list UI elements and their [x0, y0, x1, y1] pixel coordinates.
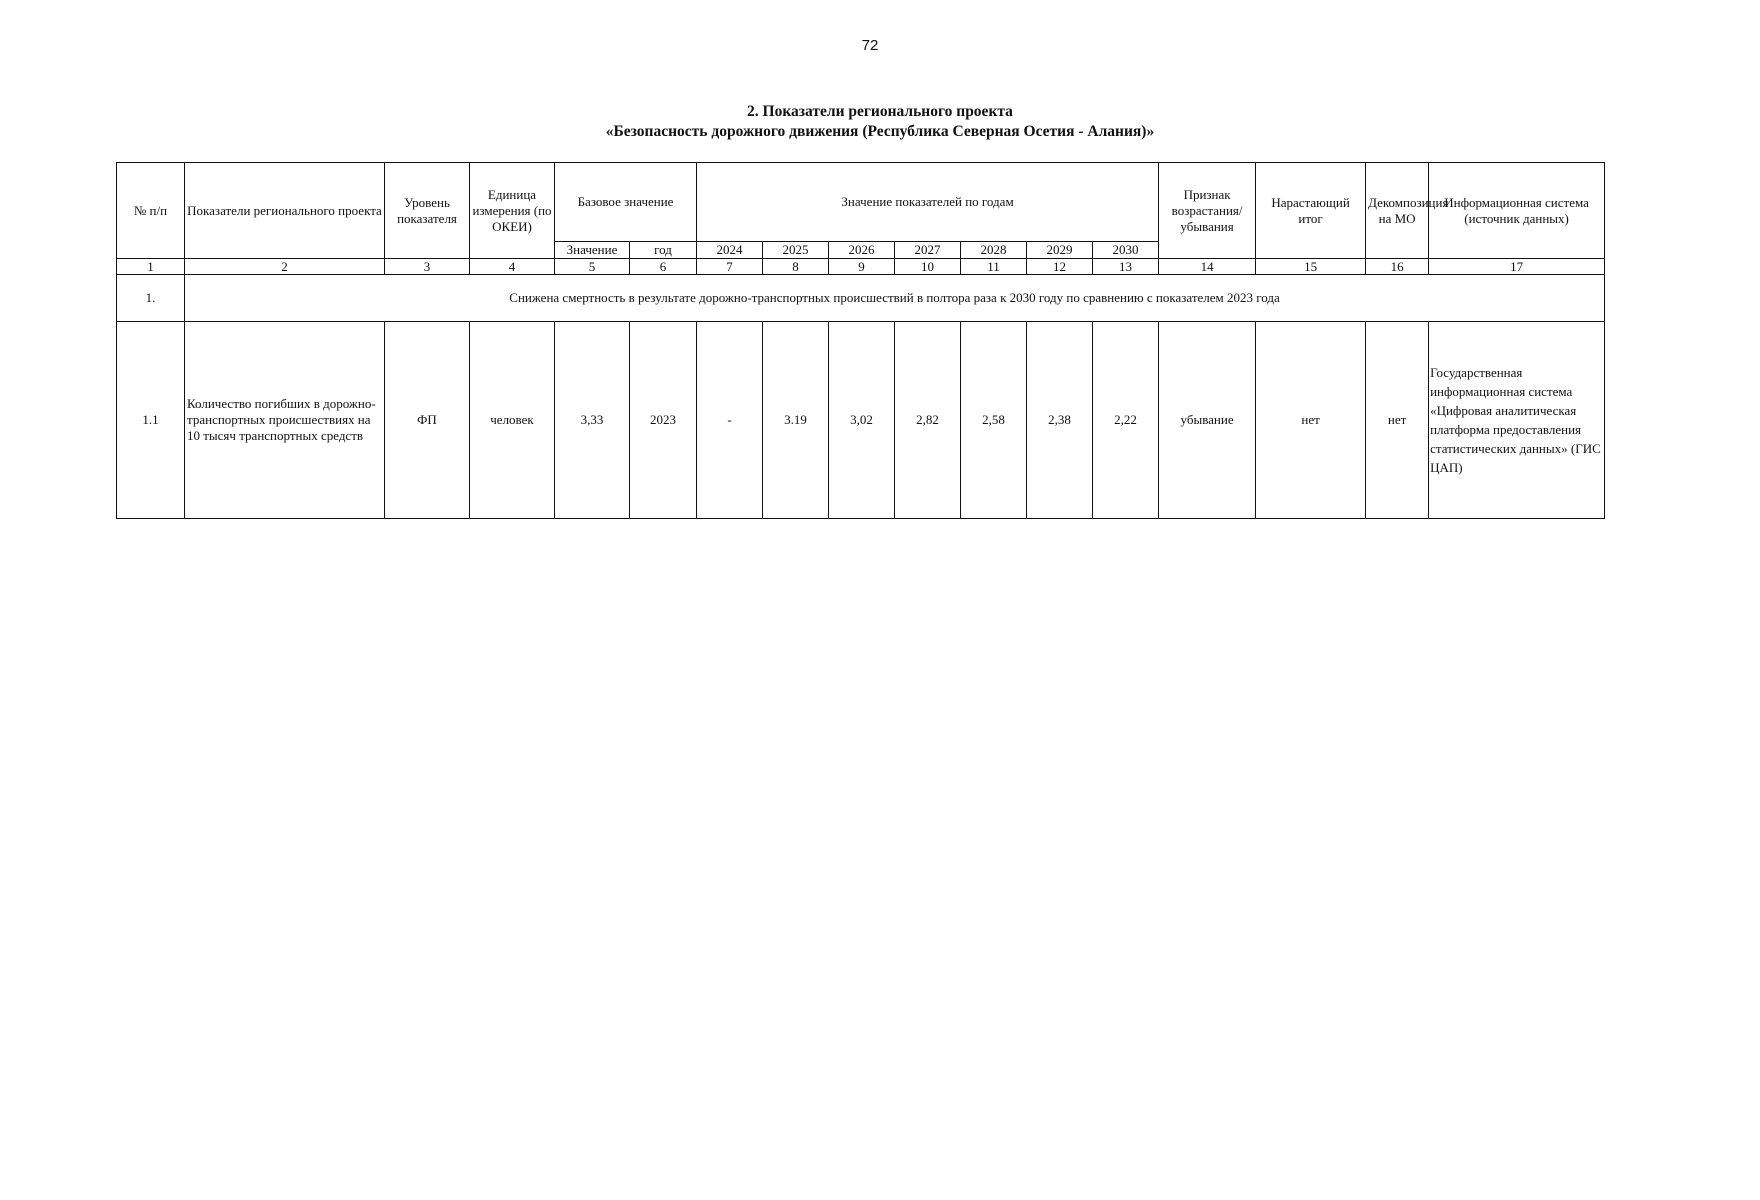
header-by-years: Значение показателей по годам: [697, 163, 1159, 242]
header-year: 2024: [697, 242, 763, 259]
column-number: 4: [470, 259, 555, 275]
row-base-year: 2023: [630, 322, 697, 519]
header-year: 2028: [961, 242, 1027, 259]
header-year: 2030: [1093, 242, 1159, 259]
row-trend: убывание: [1159, 322, 1256, 519]
header-year: 2026: [829, 242, 895, 259]
header-year: 2029: [1027, 242, 1093, 259]
column-number: 1: [117, 259, 185, 275]
row-value-2027: 2,82: [895, 322, 961, 519]
column-number: 14: [1159, 259, 1256, 275]
header-base: Базовое значение: [555, 163, 697, 242]
row-level: ФП: [385, 322, 470, 519]
header-info-system: Информационная система (источник данных): [1429, 163, 1605, 259]
column-number: 8: [763, 259, 829, 275]
header-cumulative: Нарастающий итог: [1256, 163, 1366, 259]
column-number: 7: [697, 259, 763, 275]
column-number: 15: [1256, 259, 1366, 275]
column-number: 12: [1027, 259, 1093, 275]
title-line-1: 2. Показатели регионального проекта: [747, 103, 1013, 120]
column-number: 16: [1366, 259, 1429, 275]
row-value-2024: -: [697, 322, 763, 519]
header-year: 2027: [895, 242, 961, 259]
row-base-value: 3,33: [555, 322, 630, 519]
indicators-table: [116, 162, 1605, 519]
goal-text: Снижена смертность в результате дорожно-транспортных происшествий в полтора раза к 2030 году по сравнению с показателем 2023 года: [185, 275, 1605, 322]
column-number: 13: [1093, 259, 1159, 275]
row-cumulative: нет: [1256, 322, 1366, 519]
column-number: 10: [895, 259, 961, 275]
document-title: [0, 102, 1760, 142]
row-num: 1.1: [117, 322, 185, 519]
row-unit: человек: [470, 322, 555, 519]
header-indicator: Показатели регионального проекта: [185, 163, 385, 259]
row-value-2029: 2,38: [1027, 322, 1093, 519]
column-number: 11: [961, 259, 1027, 275]
header-level: Уровень показателя: [385, 163, 470, 259]
column-number: 3: [385, 259, 470, 275]
column-number: 9: [829, 259, 895, 275]
row-value-2025: 3.19: [763, 322, 829, 519]
header-row-main: [117, 163, 1605, 242]
row-value-2030: 2,22: [1093, 322, 1159, 519]
header-unit: Единица измерения (по ОКЕИ): [470, 163, 555, 259]
title-line-2: «Безопасность дорожного движения (Республика Северная Осетия - Алания)»: [605, 123, 1155, 140]
column-number-row: [117, 259, 1605, 275]
page-number: 72: [861, 37, 879, 54]
row-decomposition: нет: [1366, 322, 1429, 519]
column-number: 2: [185, 259, 385, 275]
table-row: [117, 322, 1605, 519]
column-number: 17: [1429, 259, 1605, 275]
row-info-system: Государственная информационная система «Цифровая аналитическая платформа предоставления статистических данных» (ГИС ЦАП): [1429, 322, 1605, 519]
header-decomposition: Декомпозиция на МО: [1366, 163, 1429, 259]
header-num: № п/п: [117, 163, 185, 259]
goal-num: 1.: [117, 275, 185, 322]
column-number: 6: [630, 259, 697, 275]
header-year: 2025: [763, 242, 829, 259]
header-trend: Признак возрастания/убывания: [1159, 163, 1256, 259]
column-number: 5: [555, 259, 630, 275]
goal-row: [117, 275, 1605, 322]
row-value-2026: 3,02: [829, 322, 895, 519]
header-base-value: Значение: [555, 242, 630, 259]
row-value-2028: 2,58: [961, 322, 1027, 519]
row-indicator: Количество погибших в дорожно-транспортных происшествиях на 10 тысяч транспортных средств: [185, 322, 385, 519]
header-base-year: год: [630, 242, 697, 259]
